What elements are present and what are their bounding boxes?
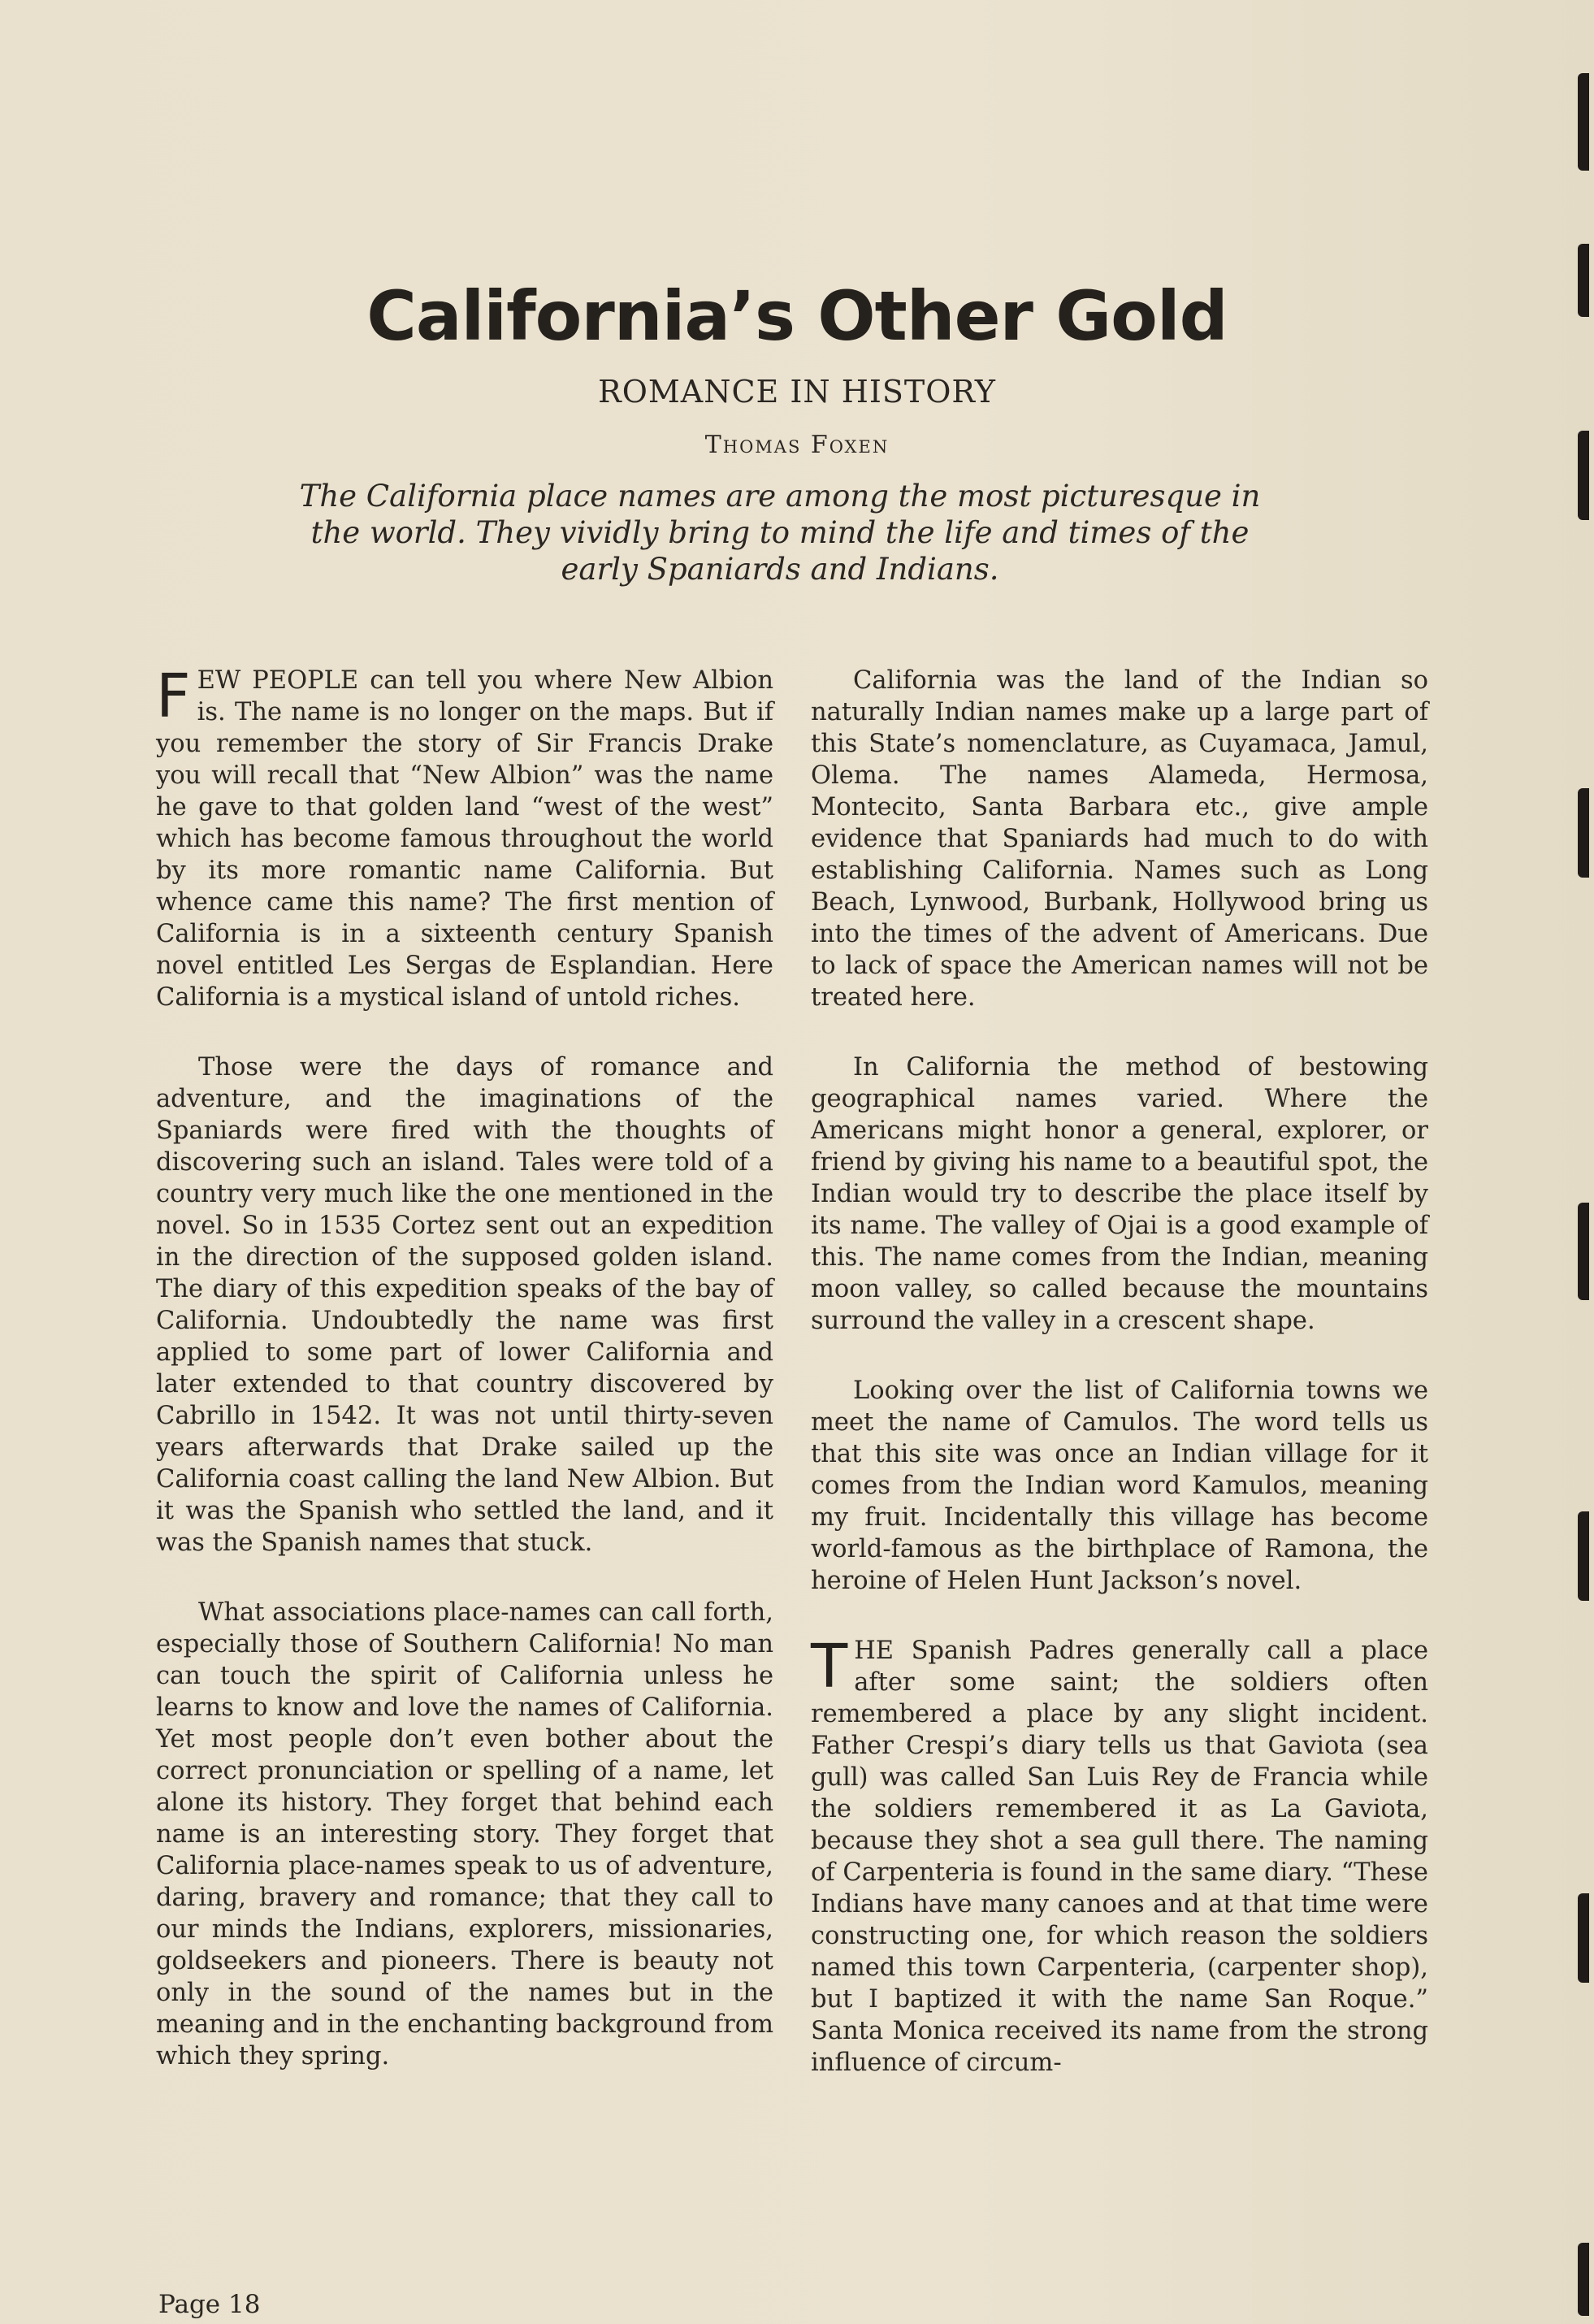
drop-cap: F: [156, 661, 191, 731]
paragraph: [156, 661, 773, 1013]
article-title: California’s Other Gold: [366, 276, 1228, 356]
page-number: Page 18: [158, 2290, 261, 2319]
binding-mark: [1578, 2243, 1589, 2316]
paragraph: Looking over the list of California towns we meet the name of Camulos. The word tells us that this site was once an Indian village for it comes from the Indian word Kamulos, meaning my fruit. Incidentally this village has become world-famous as the birthplace of Ramona, the heroine of Helen Hunt Jackson’s novel.: [811, 1377, 1428, 1595]
binding-mark: [1578, 788, 1589, 878]
left-column: [156, 661, 773, 2110]
paragraph: What associations place-names can call forth, especially those of Southern California! No man can touch the spirit of California unless he learns to know and love the names of California. Yet most people don’t even bother about the correct pronunciation or spelling of a name, let alone its history. They forget that behind each name is an interesting story. They forget that California place-names speak to us of adventure, daring, bravery and romance; that they call to our minds the Indians, explorers, missionaries, goldseekers and pioneers. There is beauty not only in the sound of the names but in the meaning and in the enchanting background from which they spring.: [156, 1598, 773, 2070]
binding-mark: [1578, 1511, 1589, 1601]
article-intro: The California place names are among the most picturesque in the world. They vividly bring to mind the life and times of the early Spaniards and Indians.: [299, 479, 1261, 587]
paragraph: Those were the days of romance and adventure, and the imaginations of the Spaniards were fired with the thoughts of discovering such an island. Tales were told of a country very much like the one mentioned in the novel. So in 1535 Cortez sent out an expedition in the direction of the supposed golden island. The diary of this expedition speaks of the bay of California. Undoubtedly the name was first applied to some part of lower California and later extended to that country discovered by Cabrillo in 1542. It was not until thirty-seven years afterwards that Drake sailed up the California coast calling the land New Albion. But it was the Spanish who settled the land, and it was the Spanish names that stuck.: [156, 1053, 773, 1557]
right-column: [811, 665, 1428, 2117]
paragraph: California was the land of the Indian so naturally Indian names make up a large part of this State’s nomenclature, as Cuyamaca, Jamul, Olema. The names Alameda, Hermosa, Montecito, Santa Barbara etc., give ample evidence that Spaniards had much to do with establishing California. Names such as Long Beach, Lynwood, Burbank, Hollywood bring us into the times of the advent of Americans. Due to lack of space the American names will not be treated here.: [811, 666, 1428, 1012]
article-subtitle: ROMANCE IN HISTORY: [598, 374, 996, 410]
paragraph: In California the method of bestowing geographical names varied. Where the Americans might honor a general, explorer, or friend by giving his name to a beautiful spot, the Indian would try to describe the place itself by its name. The valley of Ojai is a good example of this. The name comes from the Indian, meaning moon valley, so called because the mountains surround the valley in a crescent shape.: [811, 1053, 1428, 1335]
paragraph-text: HE Spanish Padres generally call a place after some saint; the soldiers often remembered a place by any slight incident. Father Crespi’s diary tells us that Gaviota (sea gull) was called San Luis Rey de Francia while the soldiers remembered it as La Gaviota, because they shot a sea gull there. The naming of Carpenteria is found in the same diary. “These Indians have many canoes and at that time were constructing one, for which reason the soldiers named this town Carpenteria, (carpenter shop), but I baptized it with the name San Roque.” Santa Monica received its name from the strong influence of circum-: [811, 1637, 1428, 2077]
article-author: Thomas Foxen: [704, 431, 890, 459]
binding-mark: [1578, 73, 1589, 171]
paragraph-text: EW PEOPLE can tell you where New Albion is. The name is no longer on the maps. But if you remember the story of Sir Francis Drake you will recall that “New Albion” was the name he gave to that golden land “west of the west” which has become famous throughout the world by its more romantic name California. But whence came this name? The first mention of California is in a sixteenth century Spanish novel entitled Les Sergas de Esplandian. Here California is a mystical island of untold riches.: [156, 666, 773, 1012]
binding-mark: [1578, 1203, 1589, 1300]
paragraph: [811, 1632, 1428, 2079]
drop-cap: T: [811, 1632, 848, 1702]
binding-mark: [1578, 1893, 1589, 1983]
